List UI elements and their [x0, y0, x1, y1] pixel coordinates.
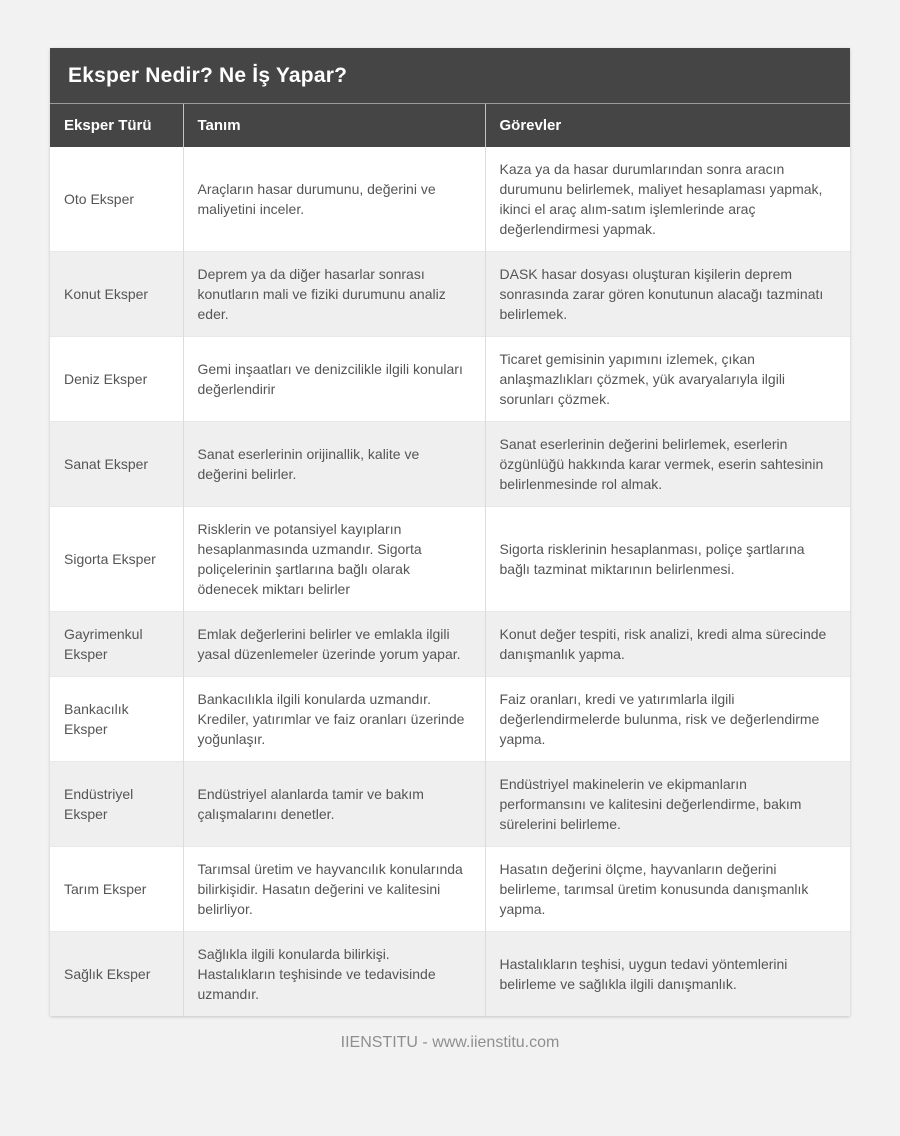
definition-cell: Endüstriyel alanlarda tamir ve bakım çalışmalarını denetler.: [183, 762, 485, 847]
table-body: [50, 147, 850, 1016]
table-row: [50, 847, 850, 932]
column-header-duties: Görevler: [485, 104, 850, 147]
expert-type-cell: Gayrimenkul Eksper: [50, 612, 183, 677]
expert-type-cell: Sigorta Eksper: [50, 507, 183, 612]
duties-cell: DASK hasar dosyası oluşturan kişilerin deprem sonrasında zarar gören konutunun alacağı tazminatı belirlemek.: [485, 252, 850, 337]
header-row: [50, 104, 850, 147]
expert-type-cell: Bankacılık Eksper: [50, 677, 183, 762]
expert-type-cell: Sağlık Eksper: [50, 932, 183, 1017]
definition-cell: Deprem ya da diğer hasarlar sonrası konutların mali ve fiziki durumunu analiz eder.: [183, 252, 485, 337]
duties-cell: Kaza ya da hasar durumlarından sonra aracın durumunu belirlemek, maliyet hesaplaması yapmak, ikinci el araç alım-satım işlemlerinde araç değerlendirmesi yapmak.: [485, 147, 850, 252]
definition-cell: Gemi inşaatları ve denizcilikle ilgili konuları değerlendirir: [183, 337, 485, 422]
duties-cell: Sanat eserlerinin değerini belirlemek, eserlerin özgünlüğü hakkında karar vermek, eserin sahtesinin belirlenmesinde rol almak.: [485, 422, 850, 507]
duties-cell: Sigorta risklerinin hesaplanması, poliçe şartlarına bağlı tazminat miktarının belirlenmesi.: [485, 507, 850, 612]
table-header: [50, 104, 850, 147]
expert-table: [50, 104, 850, 1016]
table-row: [50, 507, 850, 612]
page-title: Eksper Nedir? Ne İş Yapar?: [50, 48, 850, 104]
table-row: [50, 762, 850, 847]
expert-type-cell: Endüstriyel Eksper: [50, 762, 183, 847]
table-row: [50, 932, 850, 1017]
duties-cell: Endüstriyel makinelerin ve ekipmanların performansını ve kalitesini değerlendirme, bakım sürelerini belirleme.: [485, 762, 850, 847]
definition-cell: Sağlıkla ilgili konularda bilirkişi. Hastalıkların teşhisinde ve tedavisinde uzmandır.: [183, 932, 485, 1017]
definition-cell: Sanat eserlerinin orijinallik, kalite ve değerini belirler.: [183, 422, 485, 507]
table-row: [50, 252, 850, 337]
table-row: [50, 337, 850, 422]
duties-cell: Ticaret gemisinin yapımını izlemek, çıkan anlaşmazlıkları çözmek, yük avaryalarıyla ilgili sorunları çözmek.: [485, 337, 850, 422]
duties-cell: Hasatın değerini ölçme, hayvanların değerini belirleme, tarımsal üretim konusunda danışmanlık yapma.: [485, 847, 850, 932]
table-row: [50, 147, 850, 252]
column-header-definition: Tanım: [183, 104, 485, 147]
table-row: [50, 677, 850, 762]
duties-cell: Faiz oranları, kredi ve yatırımlarla ilgili değerlendirmelerde bulunma, risk ve değerlendirme yapma.: [485, 677, 850, 762]
expert-type-cell: Sanat Eksper: [50, 422, 183, 507]
expert-type-cell: Oto Eksper: [50, 147, 183, 252]
footer-attribution: IIENSTITU - www.iienstitu.com: [340, 1034, 560, 1051]
duties-cell: Hastalıkların teşhisi, uygun tedavi yöntemlerini belirleme ve sağlıkla ilgili danışmanlık.: [485, 932, 850, 1017]
column-header-expert-type: Eksper Türü: [50, 104, 183, 147]
definition-cell: Bankacılıkla ilgili konularda uzmandır. Krediler, yatırımlar ve faiz oranları üzerinde yoğunlaşır.: [183, 677, 485, 762]
definition-cell: Emlak değerlerini belirler ve emlakla ilgili yasal düzenlemeler üzerinde yorum yapar.: [183, 612, 485, 677]
table-row: [50, 612, 850, 677]
table-row: [50, 422, 850, 507]
expert-type-cell: Konut Eksper: [50, 252, 183, 337]
expert-table-card: [50, 48, 850, 1016]
expert-type-cell: Tarım Eksper: [50, 847, 183, 932]
expert-type-cell: Deniz Eksper: [50, 337, 183, 422]
definition-cell: Tarımsal üretim ve hayvancılık konularında bilirkişidir. Hasatın değerini ve kalitesini belirliyor.: [183, 847, 485, 932]
duties-cell: Konut değer tespiti, risk analizi, kredi alma sürecinde danışmanlık yapma.: [485, 612, 850, 677]
definition-cell: Araçların hasar durumunu, değerini ve maliyetini inceler.: [183, 147, 485, 252]
definition-cell: Risklerin ve potansiyel kayıpların hesaplanmasında uzmandır. Sigorta poliçelerinin şartlarına bağlı olarak ödenecek miktarı belirler: [183, 507, 485, 612]
